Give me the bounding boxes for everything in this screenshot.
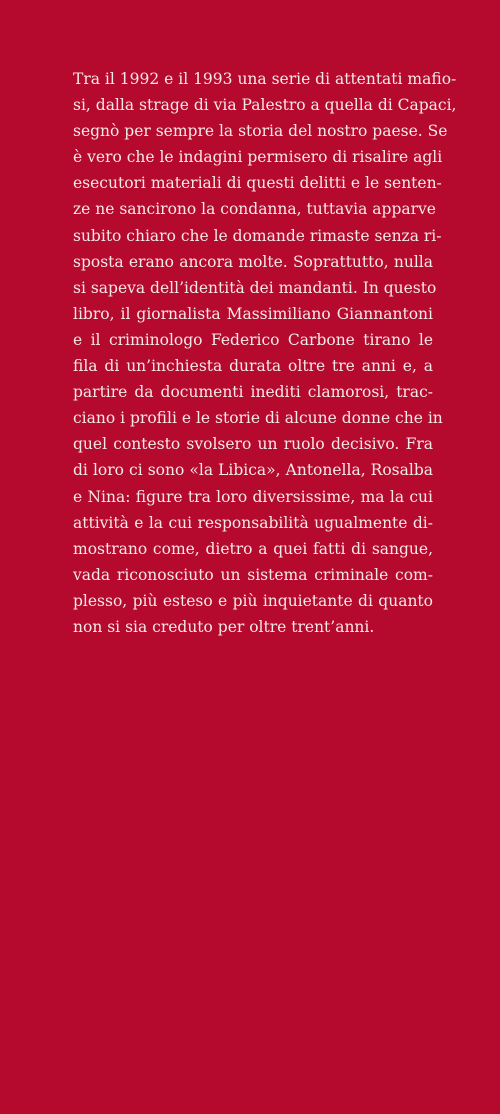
synopsis-line: segnò per sempre la storia del nostro paese. Se xyxy=(73,122,448,141)
synopsis-line: vada riconosciuto un sistema criminale com- xyxy=(73,565,433,584)
synopsis-line: mostrano come, dietro a quei fatti di sangue, xyxy=(73,539,433,558)
synopsis-line: attività e la cui responsabilità ugualmente di- xyxy=(73,513,433,532)
synopsis-line: sposta erano ancora molte. Soprattutto, nulla xyxy=(73,252,433,271)
synopsis-line: si, dalla strage di via Palestro a quella di Capaci, xyxy=(73,96,457,115)
synopsis-line: subito chiaro che le domande rimaste senza ri- xyxy=(73,226,442,245)
synopsis-line: quel contesto svolsero un ruolo decisivo. Fra xyxy=(73,435,433,454)
synopsis-line: plesso, più esteso e più inquietante di quanto xyxy=(73,591,433,610)
synopsis-paragraph xyxy=(73,66,457,640)
synopsis-line: e Nina: figure tra loro diversissime, ma la cui xyxy=(73,487,433,506)
synopsis-line: si sapeva dell’identità dei mandanti. In questo xyxy=(73,278,437,297)
synopsis-line: fila di un’inchiesta durata oltre tre anni e, a xyxy=(73,357,433,376)
synopsis-line: non si sia creduto per oltre trent’anni. xyxy=(73,617,375,636)
synopsis-line: Tra il 1992 e il 1993 una serie di attentati mafio- xyxy=(73,70,457,88)
synopsis-line: e il criminologo Federico Carbone tirano le xyxy=(73,330,433,349)
synopsis-line: libro, il giornalista Massimiliano Giannantoni xyxy=(73,304,433,323)
synopsis-line: di loro ci sono «la Libica», Antonella, Rosalba xyxy=(73,461,433,480)
synopsis-line: ciano i profili e le storie di alcune donne che in xyxy=(73,409,443,428)
synopsis-line: partire da documenti inediti clamorosi, trac- xyxy=(73,383,433,402)
synopsis-line: è vero che le indagini permisero di risalire agli xyxy=(73,148,443,167)
synopsis-line: esecutori materiali di questi delitti e le senten- xyxy=(73,174,442,193)
synopsis-line: ze ne sancirono la condanna, tuttavia apparve xyxy=(73,200,436,219)
